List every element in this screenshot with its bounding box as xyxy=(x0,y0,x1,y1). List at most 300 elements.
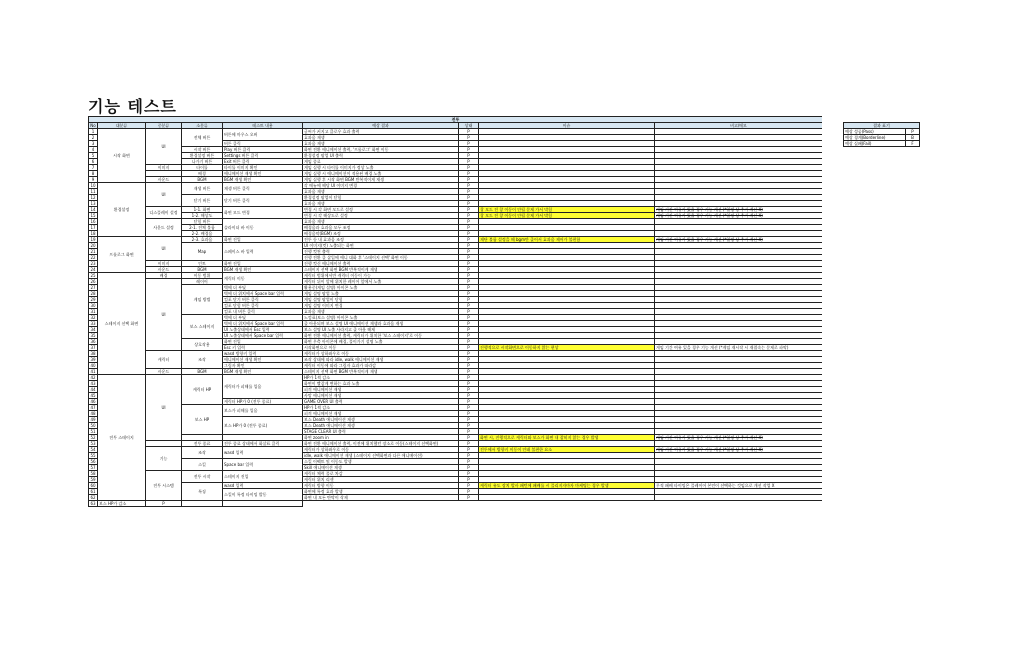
row-number: 3 xyxy=(89,141,98,147)
expected-result: 보스 HP가 감소 xyxy=(98,501,146,507)
minor-category: 조작 xyxy=(182,351,223,369)
row-number: 36 xyxy=(90,339,96,344)
expected-result: 스테이지 선택 화면 BGM 반복적이게 재생 xyxy=(303,369,459,375)
expected-result: 배경음악(BGM) 조정 xyxy=(303,231,459,237)
legend-symbol: B xyxy=(906,135,920,141)
row-number: 27 xyxy=(90,285,96,290)
issue-cell: 전투에서 방향키 이동이 안돼 불편한 요소 xyxy=(479,447,655,453)
minor-category: 닫기 버튼 xyxy=(182,195,223,207)
state-cell: P xyxy=(459,267,479,273)
legend-symbol: F xyxy=(906,141,920,147)
test-sheet xyxy=(88,116,822,564)
test-content: 스킬이 특정 타이밍 발동 xyxy=(223,489,303,501)
minor-category: 전투 종료 xyxy=(182,441,223,447)
test-content: 벽에 더 부딪 xyxy=(223,285,303,291)
header-expected: 예상 결과 xyxy=(303,123,459,129)
table-row xyxy=(89,501,823,507)
test-content: 재생 버튼 클릭 xyxy=(223,183,303,195)
state-cell: P xyxy=(459,423,479,429)
expected-result: 화면에 특정 효과 발생 xyxy=(303,489,459,495)
expected-result: 캐릭터가 상하좌우로 이동 xyxy=(303,351,459,357)
row-number: 6 xyxy=(89,159,98,165)
row-number: 29 xyxy=(90,297,96,302)
row-number: 38 xyxy=(90,351,96,356)
row-number: 63 xyxy=(90,501,96,506)
minor-category: BGM xyxy=(182,177,223,183)
test-content: 애니메이션 재생 확인 xyxy=(223,357,303,363)
minor-category: BGM xyxy=(182,267,223,273)
major-category: 전투 스테이지 xyxy=(98,375,146,501)
expected-result: 효과음 재생 xyxy=(303,309,459,315)
minor-category: 특징 xyxy=(182,483,223,501)
expected-result: 화면 내 모든 탄막이 삭제 xyxy=(303,495,459,501)
major-category: 프롤로그 화면 xyxy=(98,237,146,273)
state-cell: P xyxy=(459,477,479,483)
state-cell: P xyxy=(459,129,479,135)
row-number: 4 xyxy=(89,147,98,153)
state-cell: P xyxy=(459,495,479,501)
state-cell: P xyxy=(459,453,479,459)
state-cell: P xyxy=(459,345,479,351)
row-number: 7 xyxy=(89,165,98,171)
expected-result: 환경설정 팝업이 닫힘 xyxy=(303,195,459,201)
minor-category: 보스 스테이지 xyxy=(182,315,223,339)
state-cell: P xyxy=(459,171,479,177)
mid-category: 사운드 설정 xyxy=(146,219,182,237)
row-number: 56 xyxy=(90,459,96,464)
minor-category: Map xyxy=(182,243,223,261)
issue-cell xyxy=(182,501,223,507)
row-number: 51 xyxy=(90,429,96,434)
row-number: 45 xyxy=(90,393,96,398)
expected-result: 환경설정 팝업 UI 출력 xyxy=(303,153,459,159)
row-number: 60 xyxy=(90,483,96,488)
state-cell: P xyxy=(459,471,479,477)
expected-result: 캐릭터 이동에 따라 그림자 효과가 따라감 xyxy=(303,363,459,369)
section-band-label: 전투 xyxy=(89,117,823,123)
row-number: 37 xyxy=(90,345,96,350)
row-number: 30 xyxy=(90,303,96,308)
expected-result: 효과음 재생 xyxy=(303,201,459,207)
legend-header: 결과 표기 xyxy=(844,123,920,129)
row-number: 34 xyxy=(90,327,96,332)
minor-category: 조작 xyxy=(182,447,223,459)
state-cell: P xyxy=(459,417,479,423)
minor-category: 이동 범위 xyxy=(182,273,223,279)
expected-result: 스킬 이펙트 및 이동도 발생 xyxy=(303,459,459,465)
row-number: 59 xyxy=(90,477,96,482)
minor-category: BGM xyxy=(182,369,223,375)
row-number: 35 xyxy=(90,333,96,338)
state-cell: P xyxy=(459,309,479,315)
state-cell: P xyxy=(459,243,479,249)
state-cell: P xyxy=(146,501,182,507)
expected-result: GAME OVER UI 출력 xyxy=(303,399,459,405)
row-number: 40 xyxy=(90,363,96,368)
state-cell: P xyxy=(459,207,479,213)
minor-category: 나가기 버튼 xyxy=(182,159,223,165)
test-content: wasd 방향키 입력 xyxy=(223,351,303,357)
minor-category: 2-2. 배경음 xyxy=(182,231,223,237)
row-number: 16 xyxy=(90,219,96,224)
expected-result: 글씨가 커지고 클로우 효과 출력 xyxy=(303,129,459,135)
row-number: 61 xyxy=(90,489,96,494)
mid-category: 배경 xyxy=(146,273,182,279)
row-number: 62 xyxy=(90,495,96,500)
note-cell: 게임 기간 여유가 있을 경우 기능 개선 (*일정 상 추가 개선 X) xyxy=(655,435,823,441)
row-number: 11 xyxy=(90,189,96,194)
mid-category: 사운드 xyxy=(146,177,182,183)
note-cell: 게임 기간 여유가 있을 경우 기능 개선 (*일정 상 추가 개선 X) xyxy=(655,447,823,453)
issue-cell: 재단 볼륨 설정을 해 bgm만 줄어서 효과음 제어가 불편함 xyxy=(479,237,655,243)
legend-label: 예상 성공(Pass) xyxy=(844,129,906,135)
note-cell: 무적 패배 타이밍은 플레이어 본인이 선택하는 것임으로 개선 작업 X xyxy=(655,483,823,489)
row-number: 49 xyxy=(90,417,96,422)
test-content: 버튼 클릭 xyxy=(223,141,303,147)
expected-result: 효과음 재생 xyxy=(303,189,459,195)
test-content: 벽에 더 위치에서 Space bar 입력 xyxy=(223,291,303,297)
minor-category: 게임 방법 xyxy=(182,285,223,315)
row-number: 48 xyxy=(90,411,96,416)
test-content: UI 노출상태에서 Esc 입력 xyxy=(223,327,303,333)
minor-category: 1-1. 화면 xyxy=(182,207,223,213)
state-cell: P xyxy=(459,261,479,267)
expected-result: 게임 실행 시 애니메이션이 적용된 배경 노출 xyxy=(303,171,459,177)
state-cell: P xyxy=(459,489,479,495)
expected-result: 화면 zoom in xyxy=(303,435,459,441)
state-cell: P xyxy=(459,195,479,201)
row-number: 25 xyxy=(90,273,96,278)
test-content: 벽에 더 위치에서 Space bar 입력 xyxy=(223,321,303,327)
test-content: wasd 입력 xyxy=(223,447,303,459)
expected-result: 느낌표(보스 설명) 아이콘 노출 xyxy=(303,315,459,321)
expected-result: 게임 종료 xyxy=(303,159,459,165)
result-legend xyxy=(843,122,919,147)
state-cell: P xyxy=(459,399,479,405)
row-number: 50 xyxy=(90,423,96,428)
row-number: 57 xyxy=(90,465,96,470)
state-cell: P xyxy=(459,411,479,417)
note-cell: 게임 기간 여유가 있을 경우 기능 개선 (*일정 상 추가 개선 X) xyxy=(655,237,823,243)
expected-result: 게임 설명 이미지 변경 xyxy=(303,303,459,309)
expected-result: 보스 Death 애니메이션 재생 xyxy=(303,423,459,429)
test-content: 보스 HP가 0 (전투 종료) xyxy=(223,417,303,435)
expected-result: 화면이 빨갛게 변하는 효과 노출 xyxy=(303,381,459,387)
expected-result: 게임 설명 팝업이 닫힘 xyxy=(303,297,459,303)
mid-category: 전투 시스템 xyxy=(146,471,182,501)
note-cell: 게임 기간 여유 있을 경우 기능 개선 (*게임 재시작 시 재접속는 문제로 파악) xyxy=(655,345,823,351)
test-content: 버튼에 마우스 오버 xyxy=(223,129,303,141)
row-number: 54 xyxy=(90,447,96,452)
header-no: No xyxy=(90,123,96,128)
row-number: 46 xyxy=(90,399,96,404)
row-number: 10 xyxy=(90,183,96,188)
state-cell: P xyxy=(459,141,479,147)
state-cell: P xyxy=(459,483,479,489)
state-cell: P xyxy=(459,393,479,399)
state-cell: P xyxy=(459,405,479,411)
test-content: 캐릭터 HP가 0 (전투 종료) xyxy=(223,399,303,405)
test-content: 화면 진입 xyxy=(223,339,303,345)
mid-category: 사운드 xyxy=(146,369,182,375)
expected-result: 화면 전환 애니메이션 출력, 이전에 위치했던 장소로 이동(스테이지 선택화면) xyxy=(303,441,459,447)
row-number: 20 xyxy=(90,243,96,248)
state-cell: P xyxy=(459,135,479,141)
expected-result: 캐릭터 체력 풀로 차감 xyxy=(303,471,459,477)
issue-cell: 창 모드 전 창 이동이 안될 문제 가서 막힘 xyxy=(479,207,655,213)
mid-category: 이미지 xyxy=(146,165,182,171)
header-major: 대분류 xyxy=(98,123,146,129)
test-content: 스테이지 진입 xyxy=(223,471,303,483)
mid-category: UI xyxy=(146,183,182,207)
test-content: BGM 재생 확인 xyxy=(223,177,303,183)
expected-result: 조작 상태에 따라 idle, walk 애니메이션 재생 xyxy=(303,357,459,363)
test-content: 슬라이더 바 이동 xyxy=(223,219,303,237)
row-number: 31 xyxy=(90,309,96,314)
state-cell: P xyxy=(459,177,479,183)
mid-category: 이미지 xyxy=(146,261,182,267)
minor-category: 인트 xyxy=(182,261,223,267)
state-cell: P xyxy=(459,357,479,363)
test-content: Play 버튼 클릭 xyxy=(223,147,303,153)
row-number: 5 xyxy=(89,153,98,159)
state-cell: P xyxy=(459,291,479,297)
expected-result: 화면 우측 아이콘에 배경, 풀이가기 설명 노출 xyxy=(303,339,459,345)
expected-result: 피격 애니메이션 재생 xyxy=(303,387,459,393)
state-cell: P xyxy=(459,249,479,255)
state-cell: P xyxy=(459,333,479,339)
header-note: 비고/메모 xyxy=(655,123,823,129)
state-cell: P xyxy=(459,303,479,309)
major-category: 시작 화면 xyxy=(98,129,146,183)
expected-result: 화면 전환 애니메이션 출력, '프롤로그' 화면 이동 xyxy=(303,147,459,153)
mid-category: UI xyxy=(146,375,182,441)
test-content: Esc 키 입력 xyxy=(223,345,303,351)
legend-label: 예상 경계(Borderline) xyxy=(844,135,906,141)
expected-result: 피격 애니메이션 재생 xyxy=(303,411,459,417)
expected-result: 줄 아웃되며 보스 설명 UI 애니메이션 재생과 효과음 재생 xyxy=(303,321,459,327)
expected-result: 각 메뉴에 해당 UI 이미지 변경 xyxy=(303,183,459,189)
expected-result: STAGE CLEAR UI 출력 xyxy=(303,429,459,435)
minor-category: 스킬 xyxy=(182,459,223,471)
state-cell: P xyxy=(459,189,479,195)
issue-cell: 창 모드 전 창 이동이 안될 문제 가서 막힘 xyxy=(479,213,655,219)
state-cell: P xyxy=(459,327,479,333)
test-content: 컴포 내 버튼 클릭 xyxy=(223,309,303,315)
minor-category: 2-3. 효과음 xyxy=(182,237,223,243)
mid-category: 기능 xyxy=(146,447,182,471)
header-issue: 이슈 xyxy=(479,123,655,129)
row-number: 23 xyxy=(90,261,96,266)
expected-result: 캐릭터 위치 리셋 xyxy=(303,477,459,483)
test-content: 전투 종료 상태에서 화살표 클릭 xyxy=(223,441,303,447)
test-content: 보스가 피해를 입음 xyxy=(223,405,303,417)
minor-category: 환경설정 버튼 xyxy=(182,153,223,159)
test-content: 화면 진입 xyxy=(223,237,303,243)
expected-result: 사망 애니메이션 재생 xyxy=(303,393,459,399)
state-cell: P xyxy=(459,339,479,345)
major-category: 환경설정 xyxy=(98,183,146,237)
minor-category: 재생 버튼 xyxy=(182,183,223,195)
row-number: 32 xyxy=(90,315,96,320)
test-content: 화면 모드 변경 xyxy=(223,207,303,219)
row-number: 1 xyxy=(89,129,98,135)
expected-result: 캐릭터가 상하좌우로 이동 xyxy=(303,447,459,453)
expected-result: 변경 시 각 화면 모드로 설정 xyxy=(303,207,459,213)
row-number: 17 xyxy=(90,225,96,230)
expected-result: 게임 실행 시 타이틀 이미지가 정상 노출 xyxy=(303,165,459,171)
state-cell: P xyxy=(459,387,479,393)
mid-category: UI xyxy=(146,237,182,261)
mid-category: UI xyxy=(146,279,182,351)
test-content: 애니메이션 재생 확인 xyxy=(223,171,303,177)
row-number: 24 xyxy=(90,267,96,272)
test-content: UI 노출상태에서 Space bar 입력 xyxy=(223,333,303,339)
expected-result: 스테이지 선택 화면 BGM 반복적이게 재생 xyxy=(303,267,459,273)
note-cell: 게임 기간 여유가 있을 경우 기능 개선 (*일정 상 추가 개선 X) xyxy=(655,213,823,219)
row-number: 41 xyxy=(90,369,96,374)
state-cell: P xyxy=(459,315,479,321)
test-content: 타이틀 이미지 확인 xyxy=(223,165,303,171)
row-number: 21 xyxy=(90,249,96,254)
test-content: 캐릭터 이동 xyxy=(223,273,303,285)
major-category: 스테이지 선택 화면 xyxy=(98,273,146,375)
row-number: 9 xyxy=(89,177,98,183)
row-number: 18 xyxy=(90,231,96,236)
test-table xyxy=(88,116,822,507)
test-content: BGM 재생 확인 xyxy=(223,267,303,273)
expected-result: 게임 설명 팝업 노출 xyxy=(303,291,459,297)
test-content: 컴포 닫기 버튼 클릭 xyxy=(223,297,303,303)
expected-result: idle, walk 애니메이션 재생 (스테이지 선택화면과 다른 애니메이션) xyxy=(303,453,459,459)
expected-result: 효과음 재생 xyxy=(303,135,459,141)
test-content: Exit 버튼 클릭 xyxy=(223,159,303,165)
row-number: 52 xyxy=(90,435,96,440)
state-cell: P xyxy=(459,147,479,153)
state-cell: P xyxy=(459,297,479,303)
state-cell: P xyxy=(459,213,479,219)
state-cell: P xyxy=(459,237,479,243)
state-cell: P xyxy=(459,441,479,447)
row-number: 53 xyxy=(90,441,96,446)
expected-result: 캐릭터 뒤이 앞에 위치한 레이어 앞에서 노출 xyxy=(303,279,459,285)
expected-result: 전투 등 내 효과음 조정 xyxy=(303,237,459,243)
row-number: 22 xyxy=(90,255,96,260)
row-number: 47 xyxy=(90,405,96,410)
minor-category: 닫힘 버튼 xyxy=(182,219,223,225)
minor-category: 전투 시작 xyxy=(182,471,223,483)
issue-cell: 캐릭터 유도 장치 발사 패턴에 패배를 시 플리지자마자 마케팅는 경우 발생 xyxy=(479,483,655,489)
expected-result: 변경 시 각 해상도로 설정 xyxy=(303,213,459,219)
state-cell: P xyxy=(459,231,479,237)
header-minor: 소분류 xyxy=(182,123,223,129)
row-number: 58 xyxy=(90,471,96,476)
row-number: 8 xyxy=(89,171,98,177)
state-cell: P xyxy=(459,153,479,159)
test-content: 화면 진입 xyxy=(223,261,303,267)
state-cell: P xyxy=(459,273,479,279)
state-cell: P xyxy=(459,363,479,369)
expected-result: 진행 컷신 애니메이션 출력 xyxy=(303,261,459,267)
state-cell: P xyxy=(459,279,479,285)
row-number: 14 xyxy=(90,207,96,212)
state-cell: P xyxy=(459,165,479,171)
test-content: 벽에 더 부딪 xyxy=(223,315,303,321)
expected-result: 활용중(게임 설명) 아이콘 노출 xyxy=(303,285,459,291)
state-cell: P xyxy=(459,429,479,435)
state-cell: P xyxy=(459,435,479,441)
expected-result: 게임 실행 후 시작 화면 BGM 반복적이게 재생 xyxy=(303,177,459,183)
row-number: 26 xyxy=(90,279,96,284)
minor-category: 레이어 xyxy=(182,279,223,285)
mid-category: 캐릭터 xyxy=(146,351,182,369)
header-content: 테스트 내용 xyxy=(223,123,303,129)
legend-row xyxy=(844,141,920,147)
expected-result: 효과음 재생 xyxy=(303,219,459,225)
expected-result: HP가 1씩 감소 xyxy=(303,375,459,381)
test-content: BGM 재생 확인 xyxy=(223,369,303,375)
minor-category: 1-2. 해상도 xyxy=(182,213,223,219)
issue-cell xyxy=(479,495,655,501)
test-content: 닫기 버튼 클릭 xyxy=(223,195,303,207)
expected-result: 보스 Death 애니메이션 재생 xyxy=(303,417,459,423)
expected-result: 진행 전환 클 삽입에 애니 대화 후 '스테이지 선택' 화면 이동 xyxy=(303,255,459,261)
expected-result: UI 이미지(컷) 노출되는 화면 xyxy=(303,243,459,249)
issue-cell: 진행적으로 시작화면으로 이동하지 않는 현상 xyxy=(479,345,655,351)
expected-result: HP가 1씩 감소 xyxy=(303,405,459,411)
state-cell: P xyxy=(459,183,479,189)
minor-category: 시작 버튼 xyxy=(182,147,223,153)
minor-category: 보스 HP xyxy=(182,405,223,435)
state-cell: P xyxy=(459,285,479,291)
test-content: wasd 입력 xyxy=(223,483,303,489)
test-content: Settings 버튼 클릭 xyxy=(223,153,303,159)
test-content: 그림자 확인 xyxy=(223,363,303,369)
minor-category: 배경 xyxy=(182,171,223,177)
state-cell: P xyxy=(459,201,479,207)
note-cell xyxy=(223,501,303,507)
test-content: 캐릭터가 피해를 입음 xyxy=(223,375,303,399)
row-number: 28 xyxy=(90,291,96,296)
expected-result: 배경음과 효과음 모두 조정 xyxy=(303,225,459,231)
state-cell: P xyxy=(459,225,479,231)
state-cell: P xyxy=(459,369,479,375)
expected-result: Skill 애니메이션 재생 xyxy=(303,465,459,471)
state-cell: P xyxy=(459,375,479,381)
row-number: 55 xyxy=(90,453,96,458)
row-number: 44 xyxy=(90,387,96,392)
row-number: 15 xyxy=(90,213,96,218)
state-cell: P xyxy=(459,219,479,225)
minor-category: 상호작용 xyxy=(182,339,223,351)
row-number: 19 xyxy=(90,237,96,242)
state-cell: P xyxy=(459,459,479,465)
state-cell: P xyxy=(459,321,479,327)
test-content: 컴포 닫힘 버튼 클릭 xyxy=(223,303,303,309)
note-cell: 게임 기간 여유가 있을 경우 기능 개선 (*일정 상 추가 개선 X) xyxy=(655,207,823,213)
row-number: 12 xyxy=(90,195,96,200)
row-number: 13 xyxy=(90,201,96,206)
test-content: Space bar 입력 xyxy=(223,459,303,471)
header-state: 상태 xyxy=(459,123,479,129)
expected-result: 진행 컷씬 출력 xyxy=(303,249,459,255)
row-number: 43 xyxy=(90,381,96,386)
row-number: 39 xyxy=(90,357,96,362)
state-cell: P xyxy=(459,465,479,471)
minor-category: 전체 버튼 xyxy=(182,129,223,147)
expected-result: 효과음 재생 xyxy=(303,141,459,147)
expected-result: 캐릭터 범위에서만 캐릭터 이동이 가능 xyxy=(303,273,459,279)
